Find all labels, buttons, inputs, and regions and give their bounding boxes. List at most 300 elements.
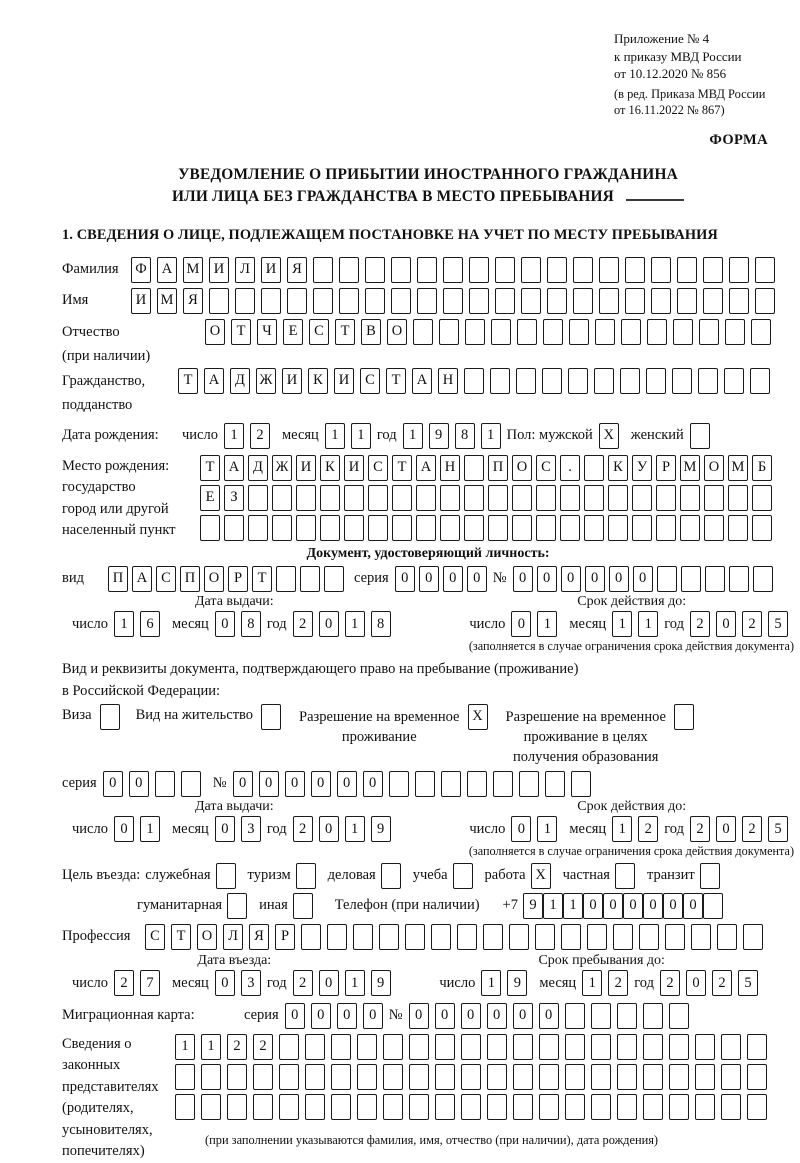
char-box[interactable]: П <box>488 455 508 481</box>
char-box[interactable]: 9 <box>507 970 527 996</box>
char-box[interactable] <box>677 288 697 314</box>
char-box[interactable] <box>755 288 775 314</box>
char-box[interactable] <box>209 288 229 314</box>
checkbox[interactable] <box>453 863 473 889</box>
char-box[interactable] <box>368 485 388 511</box>
char-box[interactable]: 0 <box>623 893 643 919</box>
char-box[interactable]: 9 <box>523 893 543 919</box>
char-box[interactable]: 1 <box>481 423 501 449</box>
char-box[interactable] <box>464 368 484 394</box>
char-box[interactable] <box>327 924 347 950</box>
char-box[interactable]: 0 <box>609 566 629 592</box>
char-box[interactable] <box>704 515 724 541</box>
char-box[interactable] <box>368 515 388 541</box>
char-box[interactable] <box>495 257 515 283</box>
char-box[interactable] <box>680 485 700 511</box>
char-box[interactable] <box>272 485 292 511</box>
char-box[interactable] <box>443 257 463 283</box>
char-box[interactable] <box>253 1064 273 1090</box>
char-box[interactable] <box>379 924 399 950</box>
checkbox[interactable] <box>296 863 316 889</box>
char-box[interactable] <box>721 1034 741 1060</box>
char-box[interactable]: Т <box>386 368 406 394</box>
checkbox[interactable] <box>690 423 710 449</box>
char-box[interactable]: Р <box>656 455 676 481</box>
checkbox[interactable] <box>293 893 313 919</box>
char-box[interactable] <box>703 257 723 283</box>
char-box[interactable]: 0 <box>319 816 339 842</box>
char-box[interactable] <box>313 288 333 314</box>
char-box[interactable] <box>751 319 771 345</box>
char-box[interactable] <box>747 1064 767 1090</box>
char-box[interactable] <box>391 288 411 314</box>
char-box[interactable] <box>465 319 485 345</box>
char-box[interactable] <box>416 485 436 511</box>
char-box[interactable] <box>509 924 529 950</box>
char-box[interactable]: 0 <box>585 566 605 592</box>
char-box[interactable] <box>747 1094 767 1120</box>
char-box[interactable]: 2 <box>114 970 134 996</box>
char-box[interactable] <box>591 1003 611 1029</box>
char-box[interactable]: И <box>282 368 302 394</box>
char-box[interactable]: 3 <box>241 970 261 996</box>
char-box[interactable] <box>608 515 628 541</box>
char-box[interactable]: 0 <box>443 566 463 592</box>
char-box[interactable] <box>305 1064 325 1090</box>
char-box[interactable] <box>639 924 659 950</box>
char-box[interactable] <box>755 257 775 283</box>
char-box[interactable] <box>344 515 364 541</box>
char-box[interactable]: 0 <box>716 816 736 842</box>
char-box[interactable] <box>488 485 508 511</box>
char-box[interactable] <box>331 1064 351 1090</box>
char-box[interactable]: 0 <box>215 816 235 842</box>
char-box[interactable]: 0 <box>114 816 134 842</box>
char-box[interactable]: О <box>204 566 224 592</box>
char-box[interactable]: 0 <box>363 1003 383 1029</box>
char-box[interactable] <box>457 924 477 950</box>
char-box[interactable] <box>568 368 588 394</box>
char-box[interactable]: 3 <box>241 816 261 842</box>
char-box[interactable]: 9 <box>371 816 391 842</box>
char-box[interactable]: 2 <box>742 611 762 637</box>
char-box[interactable]: Ж <box>256 368 276 394</box>
char-box[interactable] <box>599 288 619 314</box>
char-box[interactable] <box>301 924 321 950</box>
char-box[interactable]: 5 <box>738 970 758 996</box>
char-box[interactable]: 0 <box>311 771 331 797</box>
char-box[interactable] <box>625 257 645 283</box>
char-box[interactable]: 0 <box>129 771 149 797</box>
char-box[interactable] <box>669 1094 689 1120</box>
char-box[interactable] <box>517 319 537 345</box>
char-box[interactable] <box>724 368 744 394</box>
char-box[interactable] <box>747 1034 767 1060</box>
char-box[interactable] <box>235 288 255 314</box>
char-box[interactable] <box>440 515 460 541</box>
char-box[interactable]: 0 <box>561 566 581 592</box>
char-box[interactable] <box>560 485 580 511</box>
char-box[interactable]: Я <box>183 288 203 314</box>
char-box[interactable]: 2 <box>660 970 680 996</box>
char-box[interactable]: 1 <box>325 423 345 449</box>
char-box[interactable] <box>547 288 567 314</box>
char-box[interactable] <box>344 485 364 511</box>
char-box[interactable]: 2 <box>293 611 313 637</box>
char-box[interactable] <box>513 1064 533 1090</box>
char-box[interactable]: 8 <box>241 611 261 637</box>
char-box[interactable]: 0 <box>337 1003 357 1029</box>
char-box[interactable] <box>591 1094 611 1120</box>
char-box[interactable]: 1 <box>201 1034 221 1060</box>
char-box[interactable] <box>300 566 320 592</box>
char-box[interactable] <box>487 1034 507 1060</box>
char-box[interactable] <box>617 1003 637 1029</box>
char-box[interactable] <box>227 1064 247 1090</box>
char-box[interactable] <box>703 288 723 314</box>
char-box[interactable]: 0 <box>233 771 253 797</box>
char-box[interactable]: Ф <box>131 257 151 283</box>
char-box[interactable]: Д <box>230 368 250 394</box>
char-box[interactable]: Я <box>249 924 269 950</box>
char-box[interactable] <box>542 368 562 394</box>
char-box[interactable] <box>201 1064 221 1090</box>
char-box[interactable] <box>417 288 437 314</box>
char-box[interactable] <box>488 515 508 541</box>
char-box[interactable]: 1 <box>537 816 557 842</box>
char-box[interactable] <box>516 368 536 394</box>
char-box[interactable] <box>491 319 511 345</box>
char-box[interactable] <box>357 1034 377 1060</box>
char-box[interactable]: 2 <box>253 1034 273 1060</box>
char-box[interactable] <box>752 515 772 541</box>
char-box[interactable] <box>339 288 359 314</box>
char-box[interactable]: И <box>261 257 281 283</box>
char-box[interactable] <box>643 1034 663 1060</box>
char-box[interactable] <box>695 1064 715 1090</box>
char-box[interactable] <box>750 368 770 394</box>
char-box[interactable]: У <box>632 455 652 481</box>
char-box[interactable] <box>729 566 749 592</box>
char-box[interactable]: И <box>334 368 354 394</box>
char-box[interactable]: 0 <box>461 1003 481 1029</box>
char-box[interactable] <box>536 515 556 541</box>
char-box[interactable]: 1 <box>563 893 583 919</box>
char-box[interactable] <box>512 485 532 511</box>
char-box[interactable] <box>680 515 700 541</box>
char-box[interactable] <box>620 368 640 394</box>
char-box[interactable] <box>536 485 556 511</box>
char-box[interactable]: 0 <box>716 611 736 637</box>
char-box[interactable]: И <box>296 455 316 481</box>
char-box[interactable]: О <box>205 319 225 345</box>
char-box[interactable] <box>673 319 693 345</box>
char-box[interactable]: 0 <box>539 1003 559 1029</box>
char-box[interactable]: 2 <box>293 816 313 842</box>
char-box[interactable] <box>175 1094 195 1120</box>
char-box[interactable] <box>201 1094 221 1120</box>
char-box[interactable] <box>409 1064 429 1090</box>
char-box[interactable]: 1 <box>114 611 134 637</box>
char-box[interactable] <box>464 485 484 511</box>
char-box[interactable]: Р <box>228 566 248 592</box>
char-box[interactable]: 8 <box>455 423 475 449</box>
char-box[interactable] <box>272 515 292 541</box>
char-box[interactable] <box>617 1094 637 1120</box>
char-box[interactable]: 1 <box>537 611 557 637</box>
char-box[interactable]: 9 <box>429 423 449 449</box>
char-box[interactable] <box>725 319 745 345</box>
char-box[interactable] <box>595 319 615 345</box>
char-box[interactable]: П <box>180 566 200 592</box>
char-box[interactable] <box>357 1064 377 1090</box>
char-box[interactable] <box>571 771 591 797</box>
char-box[interactable]: М <box>728 455 748 481</box>
char-box[interactable]: 1 <box>140 816 160 842</box>
char-box[interactable]: Н <box>440 455 460 481</box>
char-box[interactable]: 2 <box>293 970 313 996</box>
char-box[interactable]: 1 <box>403 423 423 449</box>
char-box[interactable] <box>519 771 539 797</box>
checkbox[interactable] <box>100 704 120 730</box>
char-box[interactable]: А <box>157 257 177 283</box>
char-box[interactable] <box>621 319 641 345</box>
char-box[interactable] <box>320 485 340 511</box>
char-box[interactable]: 1 <box>345 816 365 842</box>
char-box[interactable] <box>669 1034 689 1060</box>
char-box[interactable] <box>416 515 436 541</box>
char-box[interactable]: 0 <box>633 566 653 592</box>
char-box[interactable]: 1 <box>345 970 365 996</box>
char-box[interactable]: 0 <box>663 893 683 919</box>
checkbox[interactable] <box>615 863 635 889</box>
char-box[interactable]: О <box>197 924 217 950</box>
char-box[interactable] <box>704 485 724 511</box>
char-box[interactable] <box>617 1034 637 1060</box>
char-box[interactable] <box>313 257 333 283</box>
char-box[interactable] <box>584 455 604 481</box>
char-box[interactable]: С <box>368 455 388 481</box>
char-box[interactable]: В <box>361 319 381 345</box>
char-box[interactable]: 1 <box>345 611 365 637</box>
char-box[interactable]: Т <box>392 455 412 481</box>
char-box[interactable]: П <box>108 566 128 592</box>
char-box[interactable] <box>389 771 409 797</box>
char-box[interactable] <box>155 771 175 797</box>
char-box[interactable] <box>584 515 604 541</box>
char-box[interactable] <box>431 924 451 950</box>
checkbox[interactable] <box>700 863 720 889</box>
char-box[interactable]: 0 <box>215 970 235 996</box>
char-box[interactable] <box>383 1094 403 1120</box>
checkbox[interactable] <box>227 893 247 919</box>
char-box[interactable] <box>539 1034 559 1060</box>
char-box[interactable] <box>200 515 220 541</box>
char-box[interactable]: С <box>156 566 176 592</box>
char-box[interactable]: О <box>387 319 407 345</box>
char-box[interactable]: И <box>344 455 364 481</box>
char-box[interactable] <box>632 515 652 541</box>
char-box[interactable]: З <box>224 485 244 511</box>
char-box[interactable] <box>521 288 541 314</box>
char-box[interactable] <box>365 288 385 314</box>
char-box[interactable]: 0 <box>435 1003 455 1029</box>
char-box[interactable] <box>253 1094 273 1120</box>
char-box[interactable]: А <box>224 455 244 481</box>
char-box[interactable]: 2 <box>690 611 710 637</box>
char-box[interactable] <box>512 515 532 541</box>
char-box[interactable] <box>175 1064 195 1090</box>
char-box[interactable] <box>669 1003 689 1029</box>
char-box[interactable] <box>339 257 359 283</box>
char-box[interactable] <box>625 288 645 314</box>
char-box[interactable] <box>435 1064 455 1090</box>
char-box[interactable]: Ж <box>272 455 292 481</box>
char-box[interactable] <box>279 1064 299 1090</box>
char-box[interactable] <box>305 1034 325 1060</box>
char-box[interactable]: 0 <box>513 566 533 592</box>
char-box[interactable]: Т <box>231 319 251 345</box>
char-box[interactable] <box>651 288 671 314</box>
char-box[interactable] <box>565 1094 585 1120</box>
char-box[interactable] <box>365 257 385 283</box>
char-box[interactable]: 9 <box>371 970 391 996</box>
char-box[interactable] <box>584 485 604 511</box>
char-box[interactable]: 1 <box>543 893 563 919</box>
char-box[interactable]: 2 <box>712 970 732 996</box>
char-box[interactable]: Т <box>252 566 272 592</box>
char-box[interactable] <box>461 1094 481 1120</box>
char-box[interactable]: К <box>308 368 328 394</box>
char-box[interactable] <box>443 288 463 314</box>
char-box[interactable]: К <box>320 455 340 481</box>
char-box[interactable] <box>521 257 541 283</box>
char-box[interactable] <box>417 257 437 283</box>
char-box[interactable] <box>729 288 749 314</box>
char-box[interactable] <box>677 257 697 283</box>
char-box[interactable]: 1 <box>351 423 371 449</box>
char-box[interactable] <box>573 257 593 283</box>
char-box[interactable] <box>539 1064 559 1090</box>
char-box[interactable]: 0 <box>603 893 623 919</box>
char-box[interactable] <box>646 368 666 394</box>
char-box[interactable]: 0 <box>487 1003 507 1029</box>
char-box[interactable] <box>467 771 487 797</box>
char-box[interactable]: 0 <box>311 1003 331 1029</box>
char-box[interactable]: 1 <box>612 816 632 842</box>
char-box[interactable]: 0 <box>511 816 531 842</box>
char-box[interactable] <box>415 771 435 797</box>
char-box[interactable]: 0 <box>419 566 439 592</box>
char-box[interactable] <box>296 485 316 511</box>
char-box[interactable] <box>224 515 244 541</box>
char-box[interactable]: А <box>132 566 152 592</box>
char-box[interactable]: 1 <box>481 970 501 996</box>
char-box[interactable] <box>353 924 373 950</box>
checkbox[interactable] <box>216 863 236 889</box>
char-box[interactable] <box>483 924 503 950</box>
char-box[interactable] <box>698 368 718 394</box>
char-box[interactable] <box>695 1034 715 1060</box>
char-box[interactable] <box>656 485 676 511</box>
char-box[interactable] <box>469 257 489 283</box>
char-box[interactable] <box>565 1003 585 1029</box>
checkbox[interactable] <box>674 704 694 730</box>
char-box[interactable] <box>464 515 484 541</box>
char-box[interactable]: 0 <box>686 970 706 996</box>
char-box[interactable]: 0 <box>363 771 383 797</box>
char-box[interactable] <box>392 515 412 541</box>
char-box[interactable] <box>409 1094 429 1120</box>
char-box[interactable]: Б <box>752 455 772 481</box>
char-box[interactable] <box>617 1064 637 1090</box>
char-box[interactable] <box>331 1094 351 1120</box>
char-box[interactable] <box>699 319 719 345</box>
char-box[interactable]: 0 <box>103 771 123 797</box>
char-box[interactable] <box>461 1034 481 1060</box>
char-box[interactable] <box>545 771 565 797</box>
char-box[interactable] <box>279 1034 299 1060</box>
char-box[interactable] <box>608 485 628 511</box>
checkbox[interactable] <box>381 863 401 889</box>
char-box[interactable]: 1 <box>224 423 244 449</box>
char-box[interactable]: 7 <box>140 970 160 996</box>
char-box[interactable] <box>743 924 763 950</box>
char-box[interactable]: 5 <box>768 611 788 637</box>
char-box[interactable]: 0 <box>319 611 339 637</box>
char-box[interactable]: Т <box>200 455 220 481</box>
char-box[interactable] <box>261 288 281 314</box>
char-box[interactable]: 2 <box>227 1034 247 1060</box>
char-box[interactable]: 0 <box>643 893 663 919</box>
char-box[interactable]: . <box>560 455 580 481</box>
char-box[interactable] <box>672 368 692 394</box>
char-box[interactable]: 0 <box>683 893 703 919</box>
checkbox[interactable]: X <box>468 704 488 730</box>
char-box[interactable] <box>439 319 459 345</box>
char-box[interactable] <box>656 515 676 541</box>
char-box[interactable]: Е <box>200 485 220 511</box>
char-box[interactable]: Н <box>438 368 458 394</box>
char-box[interactable]: 2 <box>742 816 762 842</box>
char-box[interactable] <box>409 1034 429 1060</box>
char-box[interactable] <box>752 485 772 511</box>
char-box[interactable]: 0 <box>395 566 415 592</box>
char-box[interactable] <box>691 924 711 950</box>
char-box[interactable]: 5 <box>768 816 788 842</box>
char-box[interactable]: 2 <box>608 970 628 996</box>
char-box[interactable] <box>392 485 412 511</box>
char-box[interactable]: К <box>608 455 628 481</box>
char-box[interactable]: 8 <box>371 611 391 637</box>
char-box[interactable] <box>276 566 296 592</box>
char-box[interactable]: А <box>416 455 436 481</box>
char-box[interactable]: 2 <box>638 816 658 842</box>
char-box[interactable] <box>547 257 567 283</box>
char-box[interactable]: 0 <box>285 1003 305 1029</box>
char-box[interactable]: Т <box>335 319 355 345</box>
char-box[interactable] <box>643 1003 663 1029</box>
char-box[interactable] <box>357 1094 377 1120</box>
char-box[interactable]: 2 <box>250 423 270 449</box>
char-box[interactable]: М <box>680 455 700 481</box>
checkbox[interactable]: X <box>599 423 619 449</box>
char-box[interactable]: 0 <box>513 1003 533 1029</box>
char-box[interactable]: С <box>360 368 380 394</box>
char-box[interactable] <box>441 771 461 797</box>
char-box[interactable]: 0 <box>511 611 531 637</box>
char-box[interactable] <box>487 1094 507 1120</box>
